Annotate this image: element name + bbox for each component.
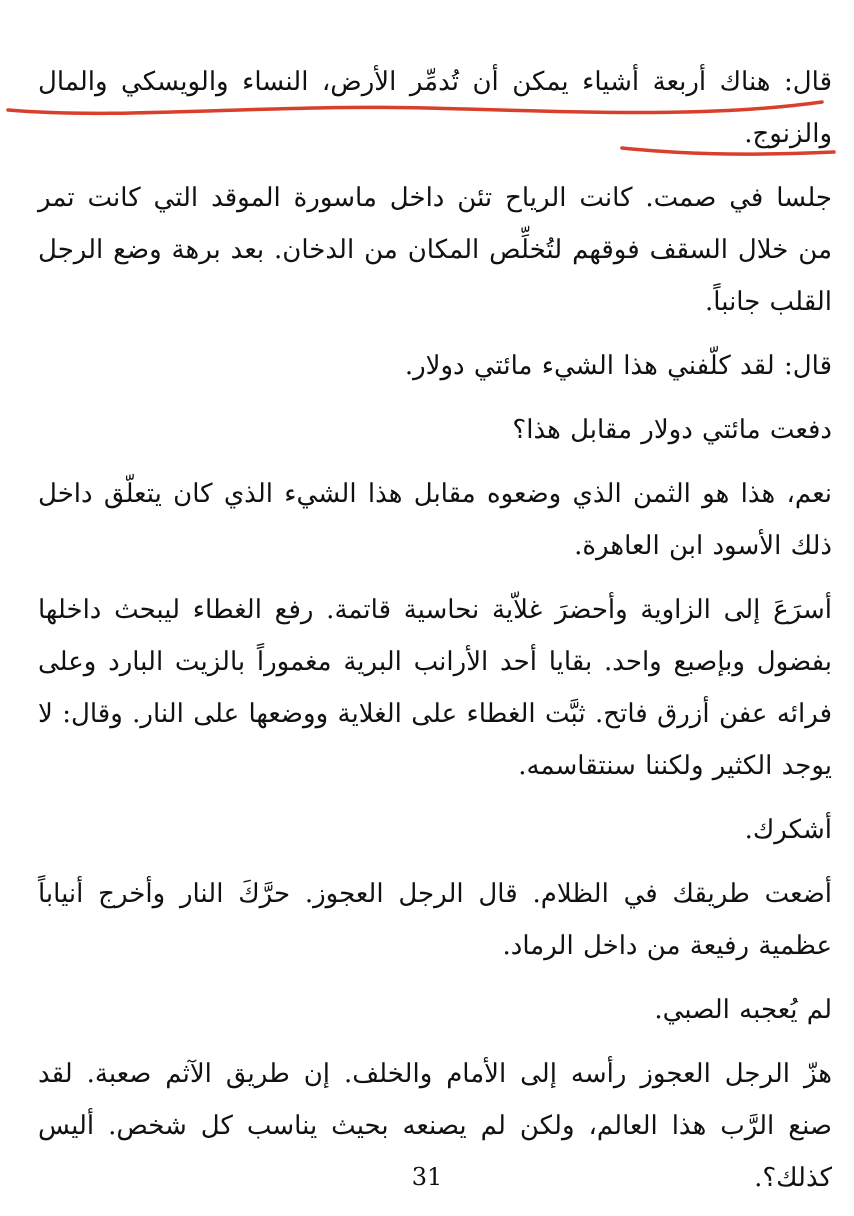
- page-number: 31: [411, 1163, 443, 1191]
- body-text: [38, 56, 832, 1216]
- paragraph: نعم، هذا هو الثمن الذي وضعوه مقابل هذا الشيء الذي كان يتعلّق داخل ذلك الأسود ابن العاهرة.: [38, 479, 832, 561]
- paragraph: أسرَعَ إلى الزاوية وأحضرَ غلاّية نحاسية قاتمة. رفع الغطاء ليبحث داخلها بفضول وبإصبع واحد. بقايا أحد الأرانب البرية مغموراً بالزيت البارد وعلى فرائه عفن أزرق فاتح. ثبَّت الغطاء على الغلاية ووضعها على النار. وقال: لا يوجد الكثير ولكننا سنتقاسمه.: [38, 595, 832, 781]
- paragraph: قال: لقد كلّفني هذا الشيء مائتي دولار.: [404, 351, 832, 381]
- paragraph: أضعت طريقك في الظلام. قال الرجل العجوز. حرَّكَ النار وأخرج أنياباً عظمية رفيعة من داخل الرماد.: [38, 879, 832, 961]
- highlighted-paragraph: قال: هناك أربعة أشياء يمكن أن تُدمِّر الأرض، النساء والويسكي والمال والزنوج.: [38, 67, 832, 149]
- paragraph: لم يُعجبه الصبي.: [654, 995, 832, 1025]
- paragraph: أشكرك.: [744, 815, 832, 845]
- paragraph: هزّ الرجل العجوز رأسه إلى الأمام والخلف. إن طريق الآثم صعبة. لقد صنع الرَّب هذا العالم، ولكن لم يصنعه بحيث يناسب كل شخص. أليس كذلك؟.: [38, 1059, 832, 1193]
- paragraph: جلسا في صمت. كانت الرياح تئن داخل ماسورة الموقد التي كانت تمر من خلال السقف فوقهم لتُخلِّص المكان من الدخان. بعد برهة وضع الرجل القلب جانباً.: [38, 183, 832, 317]
- paragraph: دفعت مائتي دولار مقابل هذا؟: [512, 415, 832, 445]
